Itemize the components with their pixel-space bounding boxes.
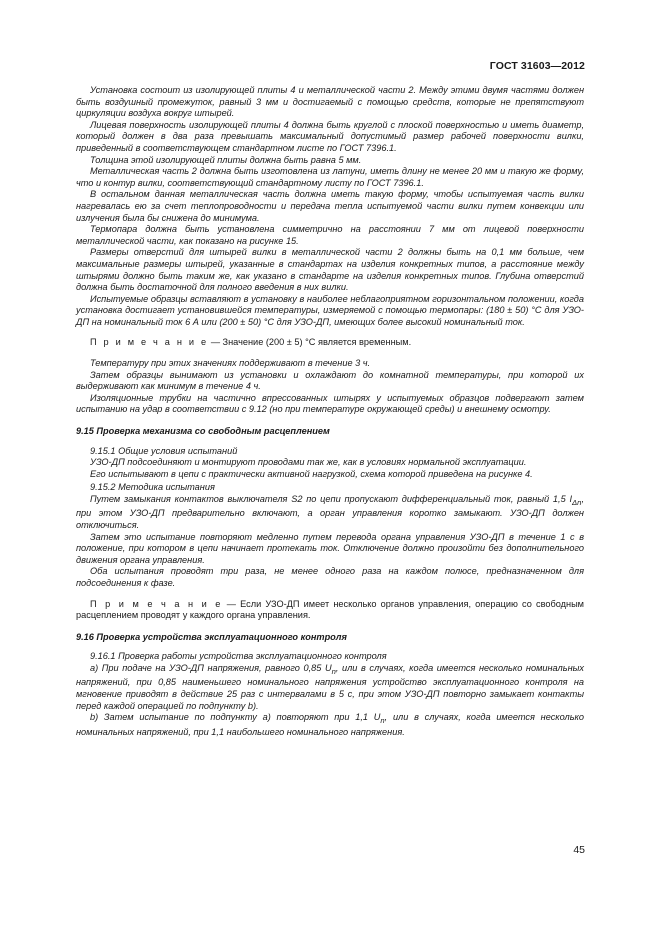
paragraph: В остальном данная металлическая часть должна иметь такую форму, чтобы испытуемая часть вилки нагревалась ею за счет теплопроводности и передача тепла испытуемой части вилки путем конвекции или излучения была бы снижена до минимума. [76, 189, 584, 223]
text-run: , или в случаях, когда имеется несколько номинальных напряжений, при 1,1 наибольшего номинального напряжения. [76, 712, 584, 737]
paragraph: Температуру при этих значениях поддерживают в течение 3 ч. [90, 358, 371, 369]
paragraph: Его испытывают в цепи с практически активной нагрузкой, схема которой приведена на рисунке 4. [90, 468, 533, 479]
paragraph: Изоляционные трубки на частично впрессованных штырях у испытуемых образцов подвергают затем испытанию на удар в соответствии с 9.12 (но при температуре окружающей среды) и внешнему осмотру. [76, 392, 584, 415]
paragraph [76, 494, 584, 532]
subscript: n [331, 666, 336, 676]
paragraph: Затем это испытание повторяют медленно путем перевода органа управления УЗО-ДП в течение 1 с в положение, при котором в цепи начинает протекать ток. Отключение должно произойти без дополнительного движения органа управления. [76, 531, 584, 565]
text-run: Путем замыкания контактов выключателя S2 по цепи пропускают дифференциальный ток, равный 1,5 I [90, 494, 573, 504]
paragraph: Металлическая часть 2 должна быть изготовлена из латуни, иметь длину не менее 20 мм и такую же форму, что и контур вилки, соответствующий стандартному листу по ГОСТ 7396.1. [76, 166, 584, 188]
paragraph [76, 663, 584, 712]
note-text: — Если УЗО-ДП имеет несколько органов управления, операцию со свободным расцеплением проводят у каждого органа управления. [76, 598, 584, 621]
text-run: b) Затем испытание по подпункту а) повторяют при 1,1 U [90, 712, 381, 723]
paragraph: Размеры отверстий для штырей вилки в металлической части 2 должны быть на 0,1 мм больше, чем максимальные размеры штырей, указанные в стандартах на изделия конкретных типов, а расстояние между штырями должно быть таким же, как указано в стандарте на изделия конкретных типов. Глубина отверстий должна быть достаточной для полного введения в них вилки. [76, 247, 584, 293]
paragraph: Оба испытания проводят три раза, не менее одного раза на каждом полюсе, предназначенном для подсоединения к фазе. [76, 566, 584, 588]
note [76, 599, 584, 622]
paragraph [76, 712, 584, 738]
paragraph: Установка состоит из изолирующей плиты 4 и металлической части 2. Между этими двумя частями должен быть воздушный промежуток, равный 3 мм и достигаемый с помощью средств, которые не препятствуют циркуляции воздуха вокруг штырей. [76, 85, 584, 119]
section-heading: 9.16 Проверка устройства эксплуатационного контроля [76, 631, 347, 642]
subscript: n [380, 715, 385, 725]
page-number: 45 [573, 844, 585, 856]
paragraph: Испытуемые образцы вставляют в установку в наиболее неблагоприятном горизонтальном положении, когда установка достигает установившейся температуры, измеряемой с помощью термопары: (180 ± 50) °С для УЗО-ДП на номинальный ток 6 А или (200 ± 50) °С для УЗО-ДП, имеющих более высокий номинальный ток. [76, 293, 584, 327]
text-run: а) При подаче на УЗО-ДП напряжения, равного 0,85 U [90, 662, 332, 673]
note-label: П р и м е ч а н и е [90, 598, 223, 609]
document-body [76, 85, 584, 738]
paragraph: Толщина этой изолирующей плиты должна быть равна 5 мм. [90, 154, 362, 165]
paragraph: Термопара должна быть установлена симметрично на расстоянии 7 мм от лицевой поверхности металлической части, как показано на рисунке 15. [76, 224, 584, 246]
subsection-heading: 9.15.2 Методика испытания [90, 482, 215, 493]
text-run: , или в случаях, когда имеется несколько номинальных напряжений, при 0,85 наименьшего номинального напряжения устройство эксплуатационного контроля на мгновение приводят в действие 25 раз с интервалами в 5 с, при этом УЗО-ДП повторно замыкает контакты перед каждой операцией по подпункту b). [76, 662, 584, 711]
note [76, 337, 584, 349]
text-run: , при этом УЗО-ДП предварительно включают, а орган управления коротко замыкают. УЗО-ДП должен отключиться. [76, 494, 584, 531]
note-text: — Значение (200 ± 5) °С является временным. [208, 337, 412, 348]
subscript: Δn [572, 497, 582, 507]
document-code: ГОСТ 31603—2012 [489, 60, 585, 72]
paragraph: Лицевая поверхность изолирующей плиты 4 должна быть круглой с плоской поверхностью и иметь диаметр, который должен в два раза превышать максимальный допустимый размер рабочей поверхности вилки, приведенный в соответствующем стандартном листе по ГОСТ 7396.1. [76, 119, 584, 153]
section-heading: 9.15 Проверка механизма со свободным расцеплением [76, 426, 330, 437]
paragraph: Затем образцы вынимают из установки и охлаждают до комнатной температуры, при которой их выдерживают как минимум в течение 4 ч. [76, 369, 584, 392]
subsection-heading: 9.15.1 Общие условия испытаний [90, 445, 238, 456]
subsection-heading: 9.16.1 Проверка работы устройства эксплуатационного контроля [90, 651, 387, 662]
note-label: П р и м е ч а н и е [90, 337, 209, 348]
paragraph: УЗО-ДП подсоединяют и монтируют проводами так же, как в условиях нормальной эксплуатации. [90, 457, 527, 468]
